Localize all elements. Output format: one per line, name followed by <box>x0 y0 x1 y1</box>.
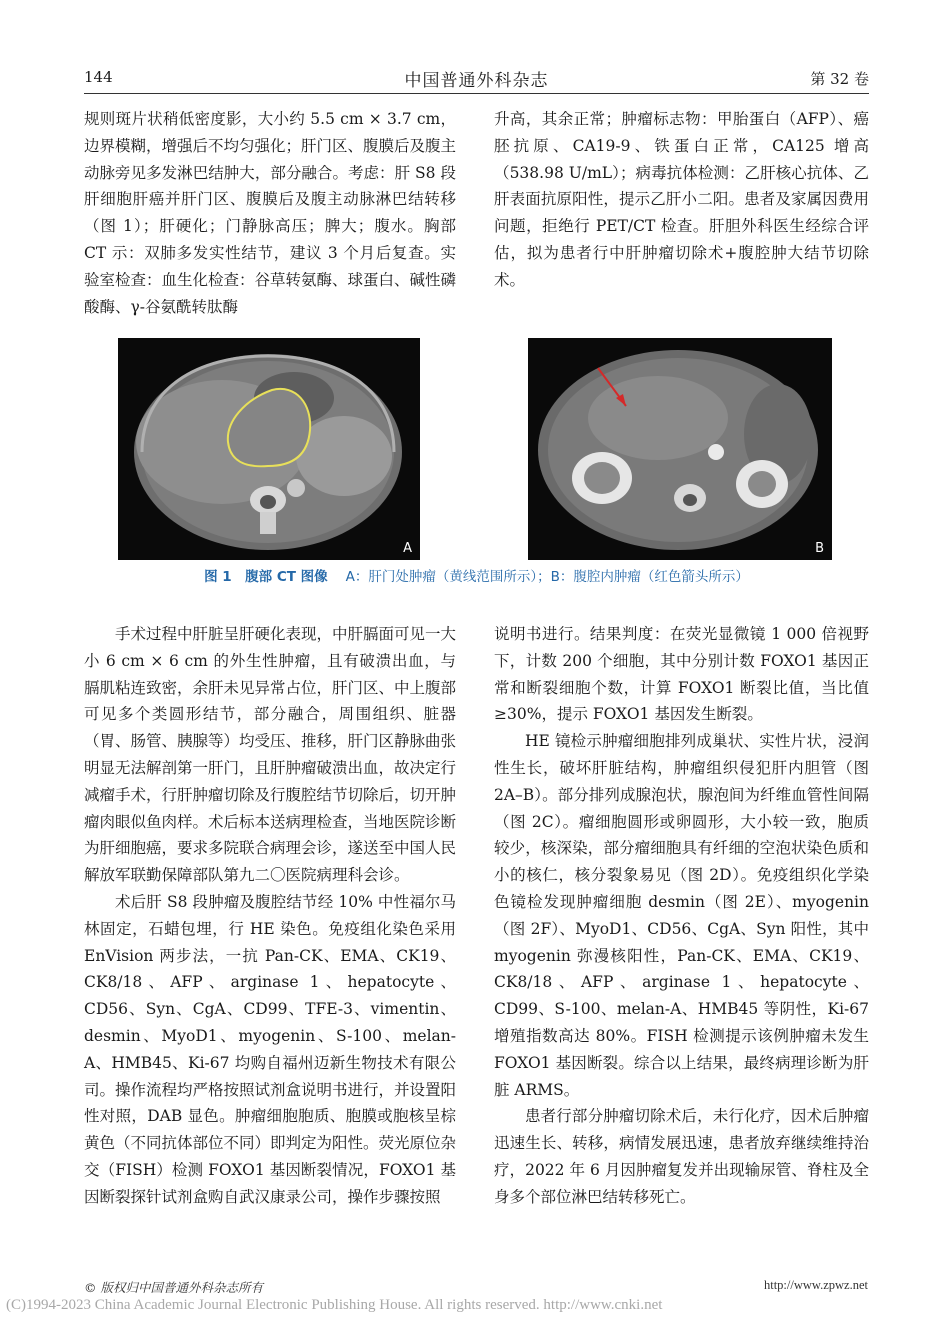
ct-scan-b <box>528 338 832 560</box>
methods-paragraph: 术后肝 S8 段肿瘤及腹腔结节经 10% 中性福尔马林固定，石蜡包埋，行 HE 染色。免疫组化染色采用 EnVision 两步法，一抗 Pan-CK、EMA、CK19、CK8/18、AFP、arginase 1、hepatocyte、CD56、Syn、CgA、CD99、TFE-3、vimentin、desmin、MyoD1、myogenin、S-100、melan-A、HMB45、Ki-67 均购自福州迈新生物技术有限公司。操作流程均严格按照试剂盒说明书进行，并设置阳性对照，DAB 显色。肿瘤细胞胞质、胞膜或胞核呈棕黄色（不同抗体部位不同）即判定为阳性。荧光原位杂交（FISH）检测 FOXO1 基因断裂情况，FOXO1 基因断裂探针试剂盒购自武汉康录公司，操作步骤按照 <box>84 892 457 1206</box>
panel-label-a: A <box>403 541 412 556</box>
top-right-column <box>494 106 869 294</box>
bottom-left-column <box>84 621 456 1211</box>
figure-1b-ct-image <box>528 338 832 560</box>
panel-label-b: B <box>815 541 824 556</box>
top-left-paragraph: 规则斑片状稍低密度影，大小约 5.5 cm × 3.7 cm，边界模糊，增强后不均匀强化；肝门区、腹膜后及腹主动脉旁见多发淋巴结肿大，部分融合。考虑：肝 S8 段肝细胞肝癌并肝门区、腹膜后及腹主动脉淋巴结转移（图 1）；肝硬化；门静脉高压；脾大；腹水。胸部 CT 示：双肺多发实性结节，建议 3 个月后复查。实验室检查：血生化检查：谷草转氨酶、球蛋白、碱性磷酸酶、γ-谷氨酰转肽酶 <box>84 110 457 316</box>
top-left-column <box>84 106 456 320</box>
top-right-paragraph: 升高，其余正常；肿瘤标志物：甲胎蛋白（AFP）、癌胚抗原、CA19-9、铁蛋白正常，CA125 增高（538.98 U/mL）；病毒抗体检测：乙肝核心抗体、乙肝表面抗原阳性，提示乙肝小二阳。患者及家属因费用问题，拒绝行 PET/CT 检查。肝胆外科医生经综合评估，拟为患者行中肝肿瘤切除术+腹腔肿大结节切除术。 <box>494 110 869 289</box>
page-number: 144 <box>84 68 113 86</box>
volume-label: 第 32 卷 <box>810 70 869 88</box>
header-rule <box>84 93 869 94</box>
page-header <box>84 66 869 90</box>
journal-title: 中国普通外科杂志 <box>404 71 549 91</box>
copyright-note: © 版权归中国普通外科杂志所有 <box>84 1280 263 1295</box>
ct-scan-a <box>118 338 420 560</box>
pathology-paragraph: HE 镜检示肿瘤细胞排列成巢状、实性片状，浸润性生长，破坏肝脏结构，肿瘤组织侵犯肝内胆管（图 2A–B）。部分排列成腺泡状，腺泡间为纤维血管性间隔（图 2C）。瘤细胞圆形或卵圆形，大小较一致，胞质较少，核深染，部分瘤细胞具有纤细的空泡状染色质和小的核仁，核分裂象易见（图 2D）。免疫组织化学染色镜检发现肿瘤细胞 desmin（图 2E）、myogenin（图 2F）、MyoD1、CD56、CgA、Syn 阳性，其中 myogenin 弥漫核阳性，Pan-CK、EMA、CK19、CK8/18、AFP、arginase 1、hepatocyte、CD99、S-100、melan-A、HMB45 等阴性，Ki-67 增殖指数高达 80%。FISH 检测提示该例肿瘤未发生 FOXO1 基因断裂。综合以上结果，最终病理诊断为肝脏 ARMS。 <box>494 732 869 1099</box>
caption-label: 图 1 腹部 CT 图像 <box>204 569 328 585</box>
surgery-paragraph: 手术过程中肝脏呈肝硬化表现，中肝膈面可见一大小 6 cm × 6 cm 的外生性肿瘤，且有破溃出血，与膈肌粘连致密，余肝未见异常占位，肝门区、中上腹部可见多个类圆形结节，部分融合，周围组织、脏器（胃、肠管、胰腺等）均受压、推移，肝门区静脉曲张明显无法解剖第一肝门，且肝肿瘤破溃出血，故决定行减瘤手术，行肝肿瘤切除及行腹腔结节切除后，切开肿瘤肉眼似鱼肉样。术后标本送病理检查，当地医院诊断为肝细胞癌，要求多院联合病理会诊，遂送至中国人民解放军联勤保障部队第九二〇医院病理科会诊。 <box>84 625 457 885</box>
journal-url: http://www.zpwz.net <box>763 1278 868 1292</box>
caption-text: A：肝门处肿瘤（黄线范围所示）；B：腹腔内肿瘤（红色箭头所示） <box>345 569 749 585</box>
cnki-watermark: (C)1994-2023 China Academic Journal Electronic Publishing House. All rights reserved. http://www.cnki.net <box>6 1297 663 1313</box>
figure-caption <box>84 565 869 585</box>
figure-1a-ct-image <box>118 338 420 560</box>
outcome-paragraph: 患者行部分肿瘤切除术后，未行化疗，因术后肿瘤迅速生长、转移，病情发展迅速，患者放弃继续维持治疗，2022 年 6 月因肿瘤复发并出现输尿管、脊柱及全身多个部位淋巴结转移死亡。 <box>494 1107 869 1206</box>
bottom-right-column <box>494 621 869 1211</box>
fish-paragraph: 说明书进行。结果判度：在荧光显微镜 1 000 倍视野下，计数 200 个细胞，其中分别计数 FOXO1 基因正常和断裂细胞个数，计算 FOXO1 断裂比值，当比值≥30%，提示 FOXO1 基因发生断裂。 <box>494 625 869 724</box>
